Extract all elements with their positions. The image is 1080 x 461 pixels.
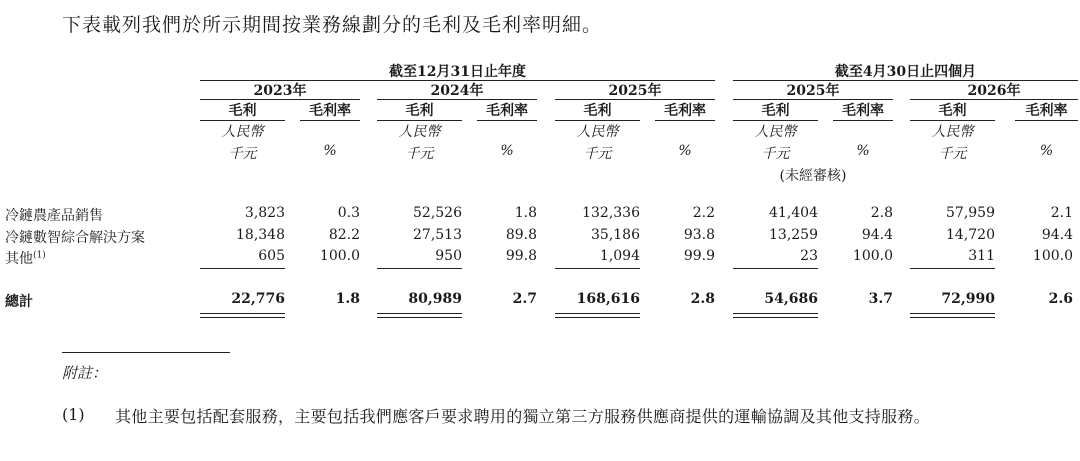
col-header-rule: [300, 120, 360, 121]
total-gross-profit: 168,616: [576, 291, 640, 307]
unit-thousand: 千元: [761, 146, 790, 162]
gross-margin-cell: 82.2: [328, 227, 360, 243]
gross-margin-cell: 100.0: [319, 248, 360, 264]
total-gross-profit: 80,989: [408, 291, 462, 307]
gross-margin-cell: 100.0: [852, 248, 893, 264]
notes-title: 附註：: [62, 364, 108, 382]
gross-profit-cell: 605: [258, 248, 285, 264]
gross-profit-cell: 52,526: [413, 205, 462, 221]
unit-percent: %: [500, 143, 514, 159]
gross-profit-cell: 950: [435, 248, 462, 264]
col-header-gross-profit: 毛利: [228, 103, 257, 119]
gross-profit-cell: 1,094: [599, 248, 640, 264]
total-gross-margin: 3.7: [868, 291, 893, 307]
year-header: 2025年: [608, 83, 662, 99]
unit-currency: 人民幣: [398, 124, 441, 140]
subtotal-rule: [377, 268, 462, 269]
gross-margin-cell: 0.3: [337, 205, 360, 221]
total-double-rule: [910, 313, 995, 318]
unit-thousand: 千元: [583, 146, 612, 162]
total-double-rule: [377, 313, 462, 318]
notes-divider: [62, 352, 230, 353]
row-label: 冷鏈數智綜合解決方案: [5, 230, 145, 246]
row-label: 冷鏈農產品銷售: [5, 208, 103, 224]
row-label-text: 其他: [5, 251, 33, 267]
col-header-rule: [833, 120, 893, 121]
gross-margin-cell: 94.4: [861, 227, 893, 243]
gross-margin-cell: 99.8: [505, 248, 537, 264]
gross-profit-cell: 3,823: [244, 205, 285, 221]
total-double-rule: [555, 313, 640, 318]
unit-currency: 人民幣: [221, 124, 264, 140]
gross-profit-cell: 13,259: [769, 227, 818, 243]
gross-margin-cell: 2.1: [1050, 205, 1073, 221]
unit-thousand: 千元: [228, 146, 257, 162]
total-label: 總計: [5, 294, 33, 310]
col-header-gross-margin: 毛利率: [1025, 103, 1068, 119]
unit-percent: %: [323, 143, 337, 159]
gross-margin-cell: 93.8: [683, 227, 715, 243]
subtotal-rule: [200, 268, 285, 269]
total-gross-margin: 1.8: [335, 291, 360, 307]
footnote-marker: (1): [33, 250, 46, 261]
total-gross-profit: 54,686: [764, 291, 818, 307]
unit-currency: 人民幣: [754, 124, 797, 140]
gross-profit-cell: 23: [800, 248, 818, 264]
year-header: 2026年: [967, 83, 1021, 99]
note-text: 其他主要包括配套服務，主要包括我們應客戶要求聘用的獨立第三方服務供應商提供的運輸協調及其他支持服務。: [115, 407, 931, 426]
subtotal-rule: [555, 268, 640, 269]
intro-text: 下表載列我們於所示期間按業務線劃分的毛利及毛利率明細。: [62, 14, 603, 36]
note-number: (1): [62, 405, 85, 424]
unit-thousand: 千元: [938, 146, 967, 162]
unit-currency: 人民幣: [576, 124, 619, 140]
gross-margin-cell: 94.4: [1041, 227, 1073, 243]
col-header-rule: [655, 120, 715, 121]
col-header-gross-profit: 毛利: [405, 103, 434, 119]
gross-profit-cell: 311: [968, 248, 995, 264]
gross-profit-cell: 41,404: [769, 205, 818, 221]
gross-margin-cell: 89.8: [505, 227, 537, 243]
total-double-rule: [200, 313, 285, 318]
subtotal-rule: [733, 268, 818, 269]
unit-thousand: 千元: [405, 146, 434, 162]
gross-profit-cell: 27,513: [413, 227, 462, 243]
year-header: 2024年: [430, 83, 484, 99]
gross-margin-cell: 2.2: [692, 205, 715, 221]
col-header-gross-margin: 毛利率: [309, 103, 351, 119]
col-header-rule: [1015, 120, 1078, 121]
period-header-four-months: 截至4月30日止四個月: [834, 64, 977, 80]
col-header-gross-margin: 毛利率: [842, 103, 884, 119]
gross-profit-cell: 57,959: [946, 205, 995, 221]
col-header-gross-profit: 毛利: [583, 103, 612, 119]
unaudited-note: (未經審核): [779, 168, 847, 184]
total-gross-margin: 2.7: [512, 291, 537, 307]
col-header-gross-profit: 毛利: [761, 103, 790, 119]
col-header-gross-profit: 毛利: [938, 103, 967, 119]
total-gross-profit: 22,776: [231, 291, 285, 307]
col-header-gross-margin: 毛利率: [664, 103, 706, 119]
gross-profit-cell: 18,348: [236, 227, 285, 243]
gross-profit-cell: 35,186: [591, 227, 640, 243]
gross-profit-cell: 14,720: [946, 227, 995, 243]
total-double-rule: [733, 313, 818, 318]
unit-percent: %: [678, 143, 692, 159]
gross-margin-cell: 100.0: [1032, 248, 1073, 264]
gross-margin-cell: 1.8: [514, 205, 537, 221]
gross-margin-cell: 99.9: [683, 248, 715, 264]
total-gross-margin: 2.8: [690, 291, 715, 307]
unit-percent: %: [856, 143, 870, 159]
year-header: 2023年: [253, 83, 307, 99]
total-gross-margin: 2.6: [1048, 291, 1073, 307]
col-header-gross-margin: 毛利率: [486, 103, 528, 119]
year-header: 2025年: [786, 83, 840, 99]
subtotal-rule: [910, 268, 995, 269]
gross-profit-cell: 132,336: [582, 205, 640, 221]
gross-margin-cell: 2.8: [870, 205, 893, 221]
total-gross-profit: 72,990: [941, 291, 995, 307]
unit-currency: 人民幣: [931, 124, 974, 140]
unit-percent: %: [1039, 143, 1054, 159]
row-label: [5, 248, 46, 268]
period-header-annual: 截至12月31日止年度: [389, 64, 526, 80]
col-header-rule: [477, 120, 537, 121]
